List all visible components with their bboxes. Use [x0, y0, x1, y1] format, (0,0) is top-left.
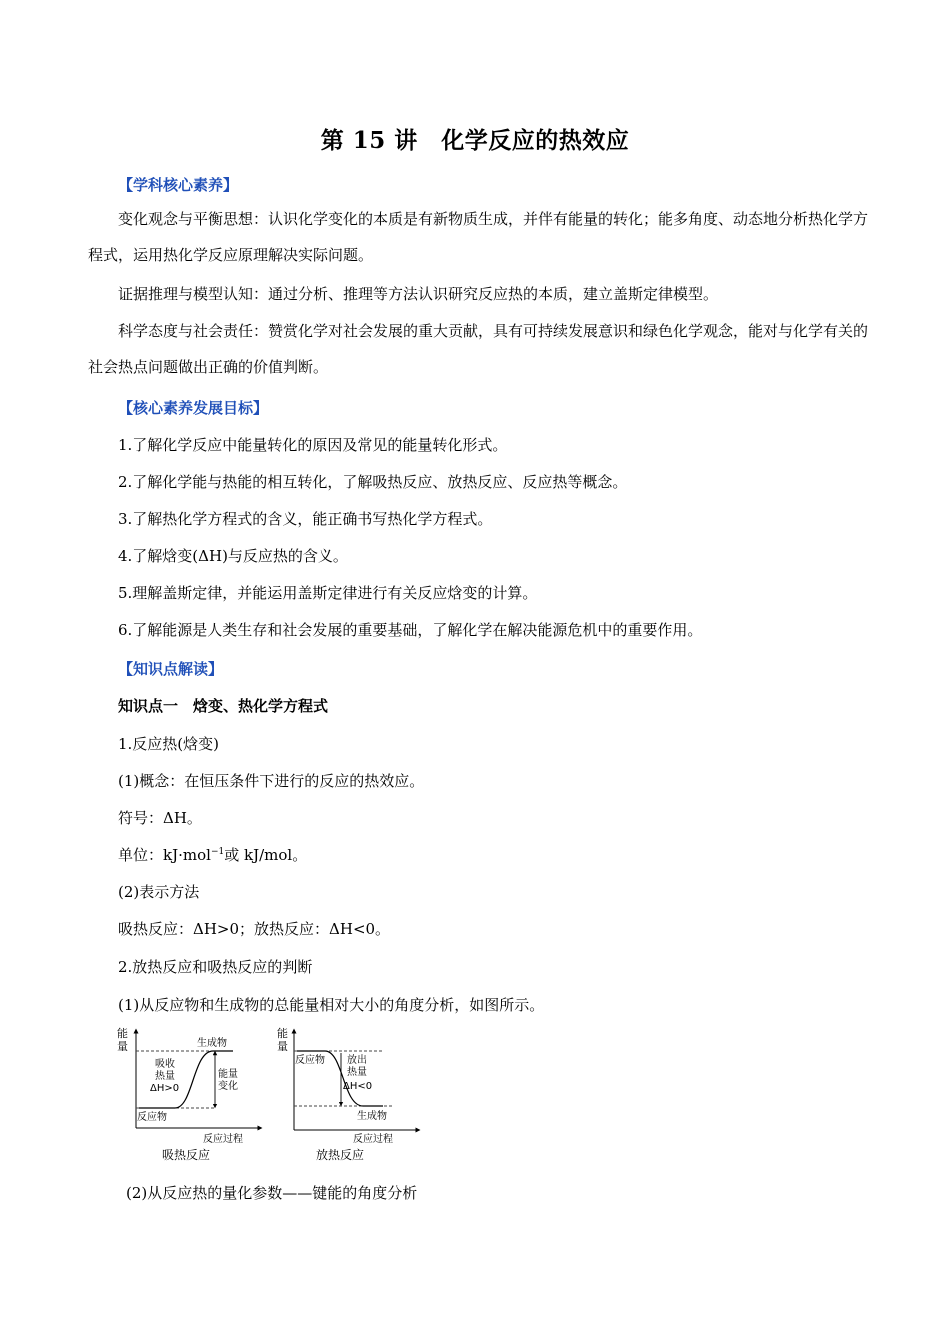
unit-prefix: 单位：kJ·mol [118, 846, 211, 864]
goal-item-1: 1.了解化学反应中能量转化的原因及常见的能量转化形式。 [118, 436, 508, 454]
goal-item-5: 5.理解盖斯定律，并能运用盖斯定律进行有关反应焓变的计算。 [118, 584, 538, 602]
knowledge-line-9: (2)从反应热的量化参数——键能的角度分析 [126, 1184, 418, 1202]
knowledge-line-2: (1)概念：在恒压条件下进行的反应的热效应。 [118, 772, 425, 790]
exo-release-label-3: ΔH<0 [343, 1081, 373, 1092]
endo-x-label: 反应过程 [203, 1134, 243, 1145]
exo-product-label: 生成物 [357, 1111, 387, 1122]
exo-y-label-2: 量 [277, 1040, 288, 1053]
exo-y-label-1: 能 [277, 1027, 288, 1040]
endo-energy-label-2: 变化 [218, 1081, 238, 1092]
page-title: 第 15 讲 化学反应的热效应 [320, 127, 630, 154]
paragraph-evidence-model: 证据推理与模型认知：通过分析、推理等方法认识研究反应热的本质，建立盖斯定律模型。 [118, 285, 719, 303]
endo-absorb-label-1: 吸收 [155, 1059, 175, 1070]
knowledge-line-1: 1.反应热(焓变) [118, 735, 220, 753]
section-knowledge: 【知识点解读】 [118, 660, 224, 678]
knowledge-line-8: (1)从反应物和生成物的总能量相对大小的角度分析，如图所示。 [118, 996, 545, 1014]
knowledge-line-5: (2)表示方法 [118, 883, 200, 901]
exo-reactant-label: 反应物 [295, 1055, 325, 1066]
endo-energy-label-1: 能量 [218, 1069, 238, 1080]
endo-y-label-1: 能 [117, 1027, 128, 1040]
knowledge-line-7: 2.放热反应和吸热反应的判断 [118, 958, 313, 976]
knowledge-line-6: 吸热反应：ΔH>0；放热反应：ΔH<0。 [118, 920, 391, 938]
endothermic-diagram [115, 1025, 265, 1150]
unit-superscript: −1 [210, 847, 225, 857]
exo-release-label-1: 放出 [347, 1055, 367, 1066]
endothermic-caption: 吸热反应 [162, 1148, 211, 1162]
goal-item-6: 6.了解能源是人类生存和社会发展的重要基础，了解化学在解决能源危机中的重要作用。 [118, 621, 703, 639]
goal-item-3: 3.了解热化学方程式的含义，能正确书写热化学方程式。 [118, 510, 493, 528]
goal-item-2: 2.了解化学能与热能的相互转化，了解吸热反应、放热反应、反应热等概念。 [118, 473, 628, 491]
exothermic-caption: 放热反应 [316, 1148, 365, 1162]
knowledge-line-3: 符号：ΔH。 [118, 809, 202, 827]
exo-x-label: 反应过程 [353, 1134, 393, 1145]
endo-product-label: 生成物 [197, 1038, 227, 1049]
endo-absorb-label-2: 热量 [155, 1071, 175, 1082]
endo-reactant-label: 反应物 [137, 1112, 167, 1123]
unit-suffix: 或 kJ/mol。 [224, 846, 308, 864]
section-goals: 【核心素养发展目标】 [118, 399, 269, 417]
knowledge-point-title: 知识点一 焓变、热化学方程式 [118, 697, 329, 715]
exothermic-diagram [273, 1025, 423, 1150]
goal-item-4: 4.了解焓变(ΔH)与反应热的含义。 [118, 547, 348, 565]
section-core-literacy: 【学科核心素养】 [118, 176, 239, 194]
endo-y-label-2: 量 [117, 1040, 128, 1053]
paragraph-attitude-responsibility: 科学态度与社会责任：赞赏化学对社会发展的重大贡献，具有可持续发展意识和绿色化学观念，能对与化学有关的社会热点问题做出正确的价值判断。 [88, 322, 869, 376]
knowledge-line-4 [118, 844, 307, 865]
paragraph-change-balance: 变化观念与平衡思想：认识化学变化的本质是有新物质生成，并伴有能量的转化；能多角度、动态地分析热化学方程式，运用热化学反应原理解决实际问题。 [88, 210, 869, 264]
endo-absorb-label-3: ΔH>0 [150, 1083, 180, 1094]
exo-release-label-2: 热量 [347, 1067, 367, 1078]
